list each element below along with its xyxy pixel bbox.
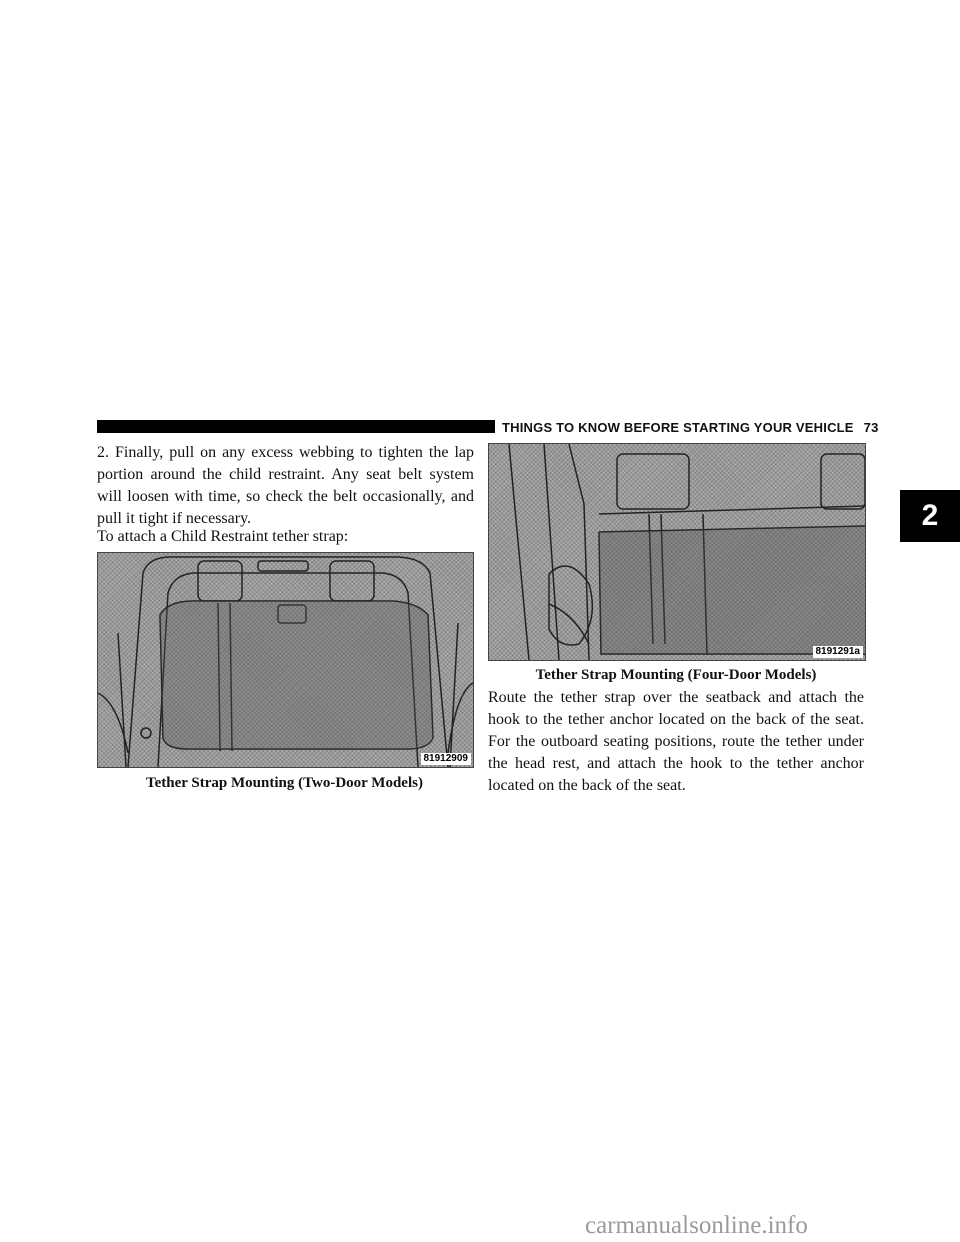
route-tether-paragraph: Route the tether strap over the seatback and attach the hook to the tether anchor located on the back of the seat. For the outboard seating positions, route the tether under the head rest, and attach the hook to the tether anchor located on the back of the seat. xyxy=(488,689,864,794)
figure-caption: Tether Strap Mounting (Two-Door Models) xyxy=(146,775,423,791)
four-door-seat-drawing xyxy=(489,444,865,660)
four-door-tether-illustration xyxy=(488,443,866,661)
two-door-seat-drawing xyxy=(98,553,473,767)
instruction-paragraph: 2. Finally, pull on any excess webbing to tighten the lap portion around the child restraint. Any seat belt system will loosen with time, so check the belt occasionally, and pull it tight if necessary. xyxy=(97,444,474,527)
tether-intro-paragraph: To attach a Child Restraint tether strap: xyxy=(97,528,349,545)
figure-code: 81912909 xyxy=(421,753,472,765)
section-title: THINGS TO KNOW BEFORE STARTING YOUR VEHICLE xyxy=(502,419,854,435)
running-header xyxy=(502,419,879,435)
figure-code: 8191291a xyxy=(813,646,864,658)
figure-caption: Tether Strap Mounting (Four-Door Models) xyxy=(535,667,817,683)
two-door-tether-illustration xyxy=(97,552,474,768)
chapter-tab[interactable]: 2 xyxy=(900,490,960,542)
page-number: 73 xyxy=(863,419,879,435)
watermark: carmanualsonline.info xyxy=(585,1212,808,1238)
header-rule xyxy=(97,420,495,433)
